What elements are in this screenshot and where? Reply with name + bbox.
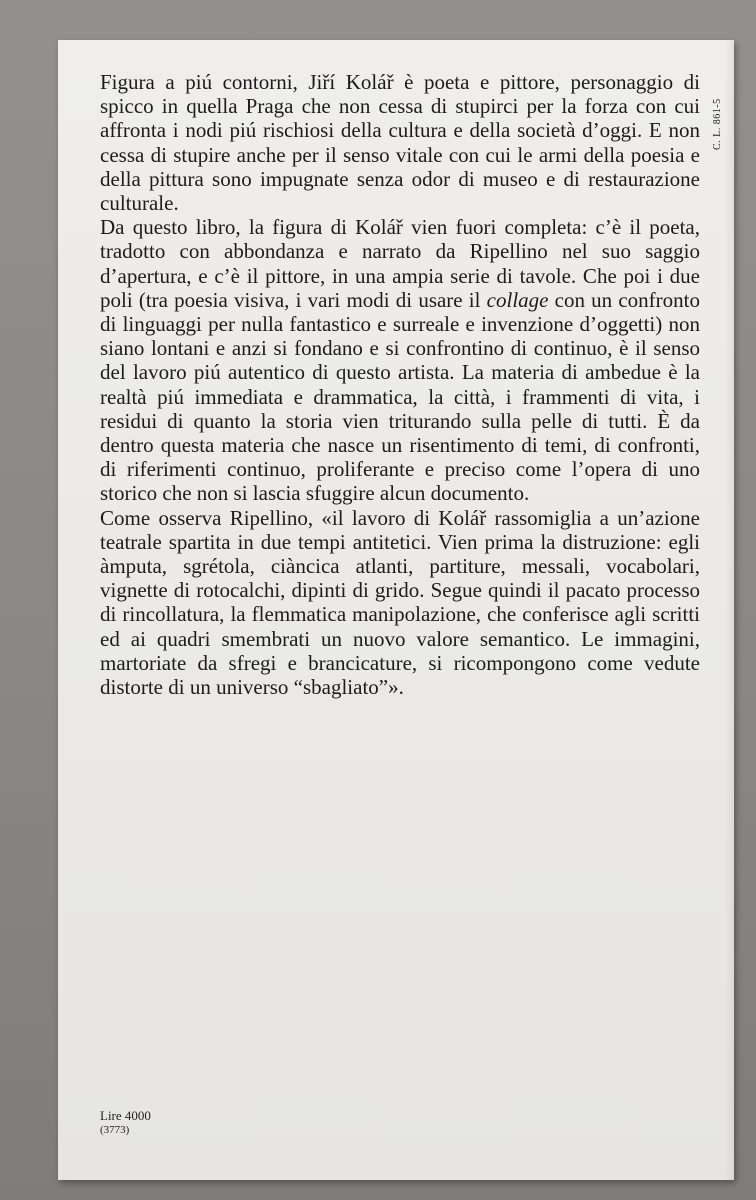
catalog-code: C. L. 861-5	[712, 98, 723, 150]
blurb-paragraph-1: Figura a piú contorni, Jiří Kolář è poeta e pittore, personaggio di spicco in quella Praga che non cessa di stupirci per la forza con cui affronta i nodi piú rischiosi della cultura e della società d’oggi. E non cessa di stupire anche per il senso vitale con cui le armi della poesia e della pittura sono impugnate senza odor di museo e di restaurazione culturale.	[100, 70, 700, 216]
book-back-cover	[58, 40, 734, 1180]
price-block	[100, 1108, 151, 1138]
cover-edge-shadow	[724, 40, 734, 1180]
blurb-italic-collage: collage	[486, 287, 549, 312]
price-label: Lire 4000	[100, 1108, 151, 1123]
blurb-paragraph-2-part-2: con un confronto di linguaggi per nulla fantastico e surreale e invenzione d’oggetti) non siano lontani e anzi si fondano e si confrontino di continuo, è il senso del lavoro piú autentico di questo artista. La materia di ambedue è la realtà piú immediata e drammatica, la città, i frammenti di vita, i residui di quanto la storia vien triturando sulla pelle di tutti. È da dentro questa materia che nasce un risentimento di temi, di confronti, di riferimenti continuo, proliferante e preciso come l’opera di uno storico che non si lascia sfuggire alcun documento.	[100, 287, 700, 506]
blurb-paragraph-2	[100, 215, 700, 505]
blurb-text	[100, 70, 700, 699]
print-number: (3773)	[100, 1124, 130, 1136]
blurb-paragraph-2-part-1: Da questo libro, la figura di Kolář vien fuori completa: c’è il poeta, tradotto con abbondanza e narrato da Ripellino nel suo saggio d’apertura, e c’è il pittore, in una ampia serie di tavole. Che poi i due poli (tra poesia visiva, i vari modi di usare il	[100, 215, 700, 312]
blurb-paragraph-3: Come osserva Ripellino, «il lavoro di Kolář rassomiglia a un’azione teatrale spartita in due tempi antitetici. Vien prima la distruzione: egli àmputa, sgrétola, ciàncica atlanti, partiture, messali, vocabolari, vignette di rotocalchi, dipinti di grido. Segue quindi il pacato processo di rincollatura, la flemmatica manipolazione, che conferisce agli scritti ed ai quadri smembrati un nuovo valore semantico. Le immagini, martoriate da sfregi e brancicature, si ricompongono come vedute distorte di un universo “sbagliato”».	[100, 505, 700, 700]
